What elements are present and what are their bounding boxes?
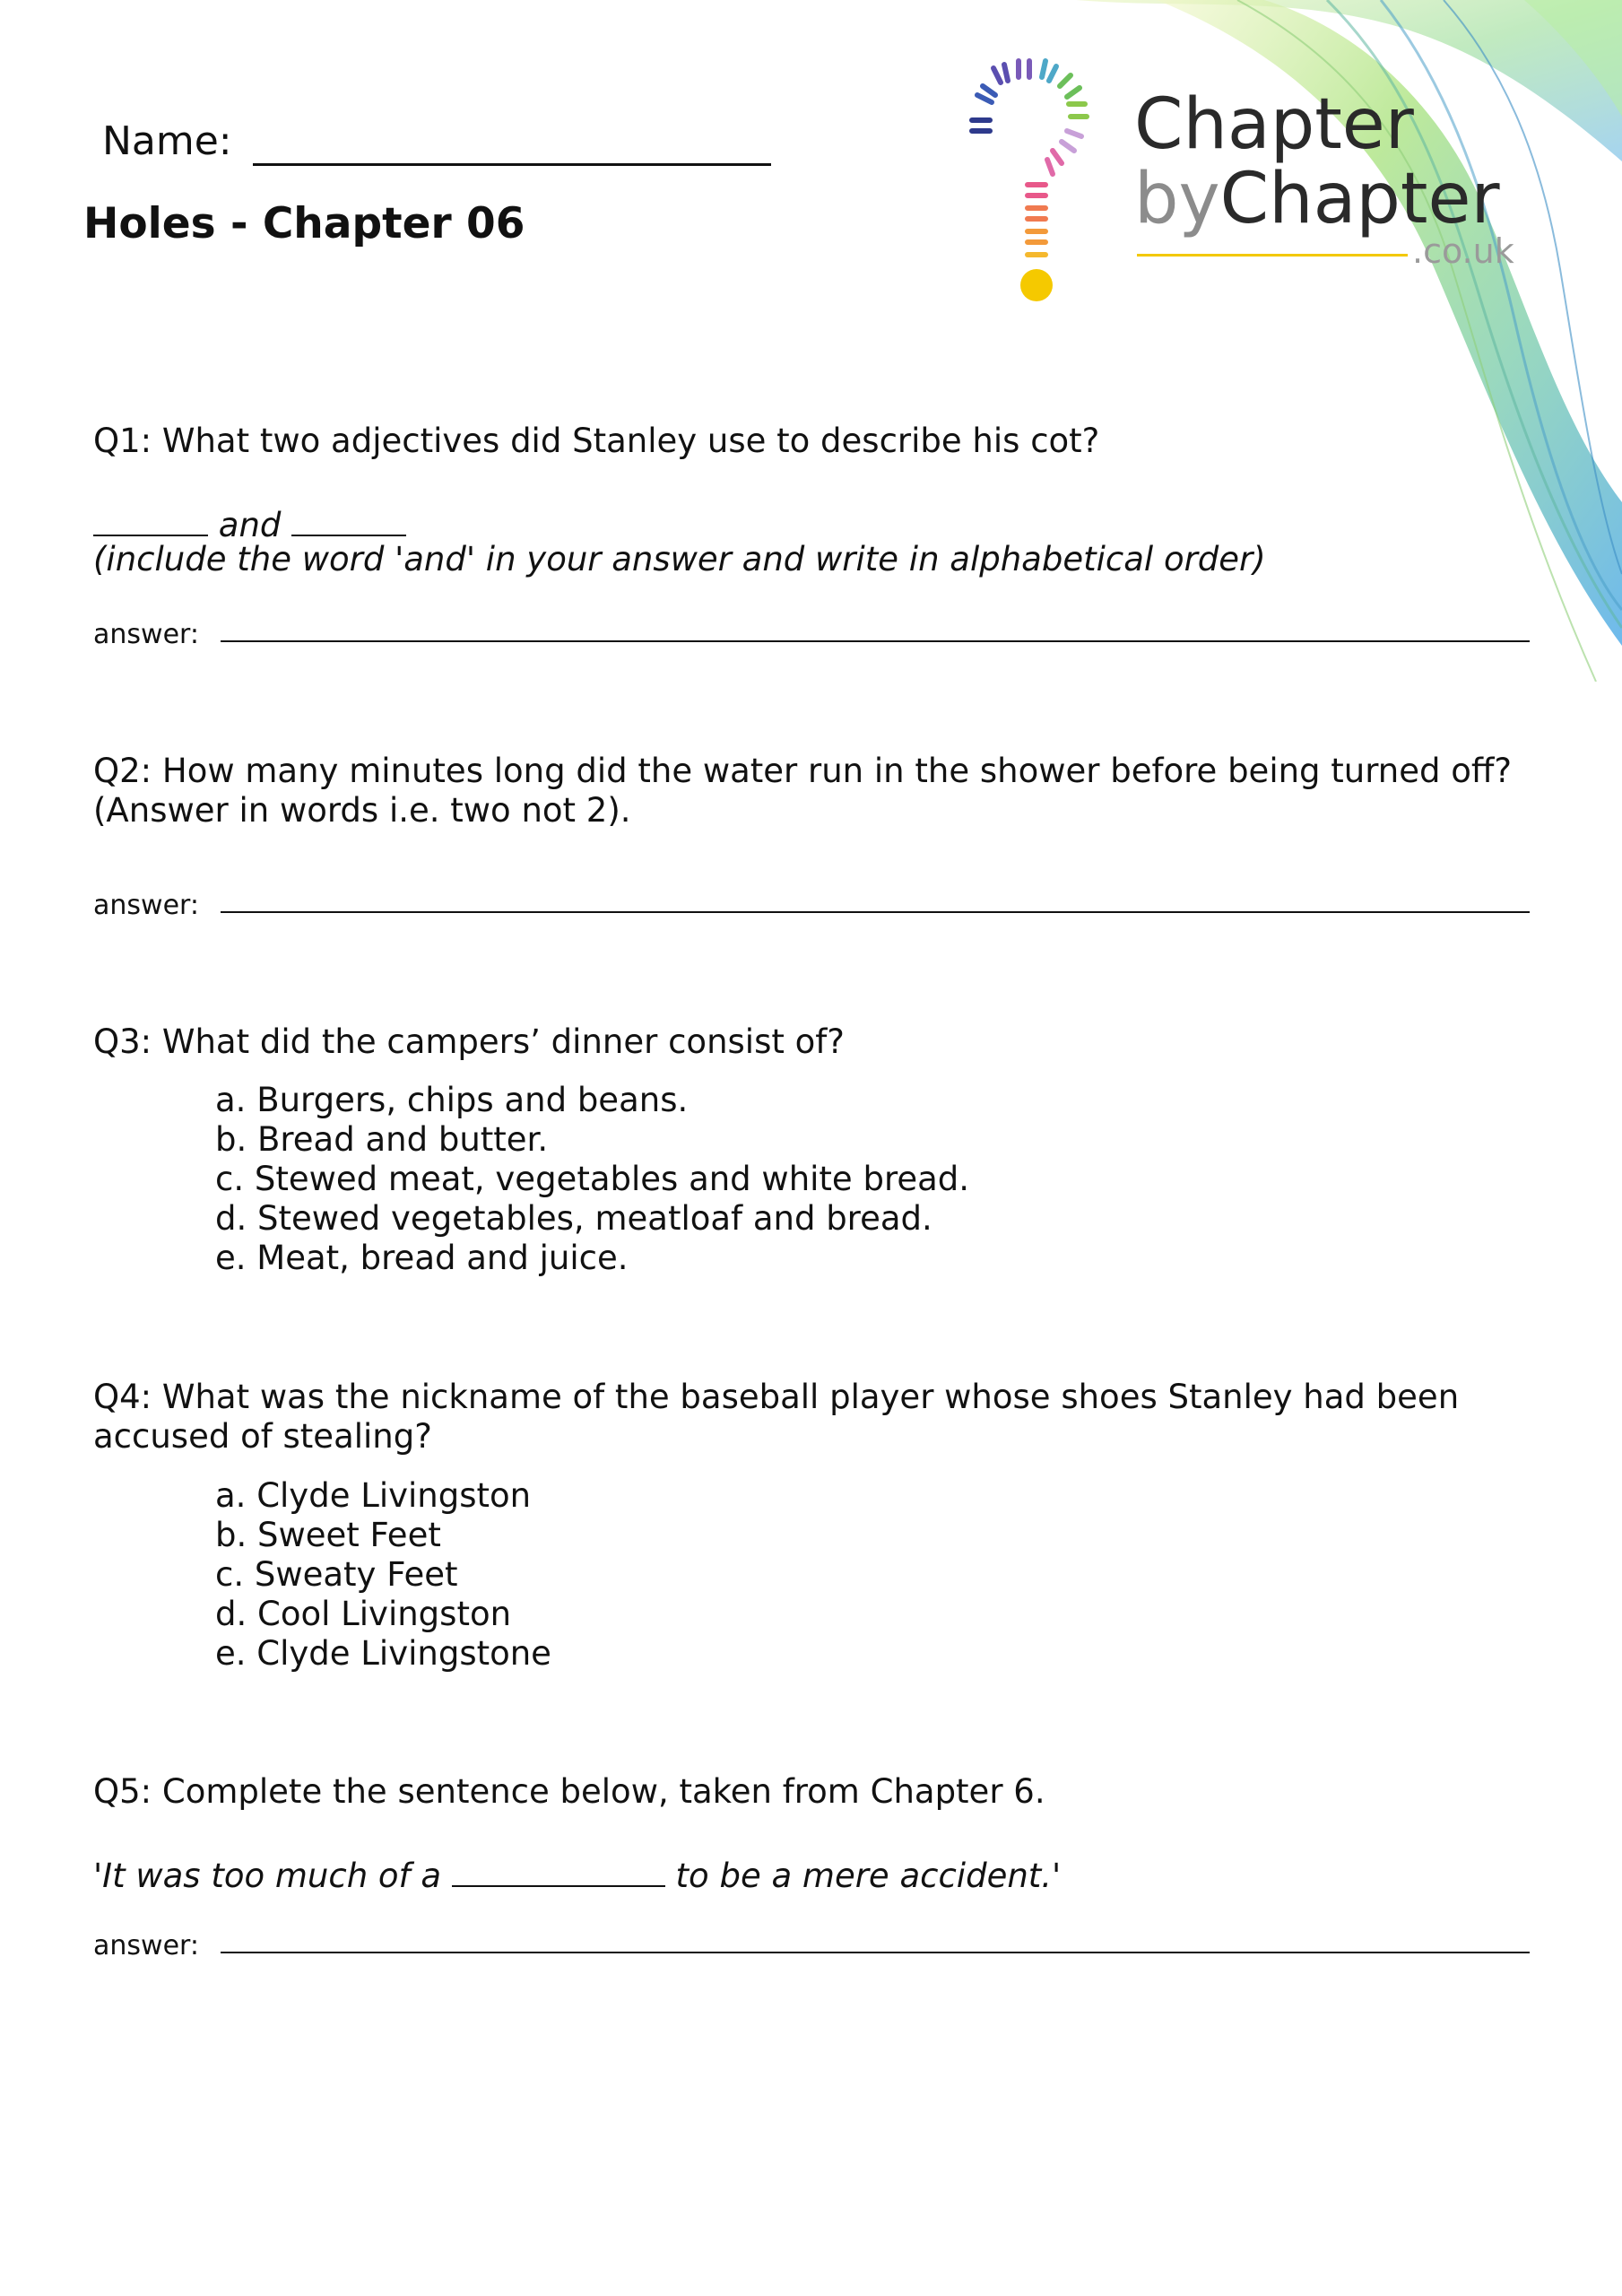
q4-option-c[interactable]: c. Sweaty Feet bbox=[215, 1555, 458, 1594]
logo-text-chapter-2: Chapter bbox=[1219, 159, 1500, 239]
q5-quote-before: 'It was too much of a bbox=[93, 1857, 442, 1895]
worksheet-title: Holes - Chapter 06 bbox=[83, 199, 525, 248]
q5-answer-label: answer: bbox=[93, 1930, 199, 1961]
name-field-line[interactable] bbox=[253, 163, 771, 166]
q4-text-line1: Q4: What was the nickname of the baseball player whose shoes Stanley had been bbox=[93, 1378, 1460, 1416]
q4-option-b[interactable]: b. Sweet Feet bbox=[215, 1516, 441, 1554]
q3-option-d[interactable]: d. Stewed vegetables, meatloaf and bread. bbox=[215, 1199, 932, 1238]
q2-answer-line[interactable] bbox=[221, 911, 1530, 913]
q1-blank-connector: and bbox=[218, 506, 282, 544]
q5-quote-after: to be a mere accident.' bbox=[675, 1857, 1062, 1895]
logo-text-chapter: Chapter bbox=[1134, 84, 1414, 165]
logo-text-by: by bbox=[1134, 159, 1220, 239]
q1-blanks bbox=[93, 502, 406, 545]
q5-quote-blank bbox=[452, 1853, 665, 1887]
q4-option-e[interactable]: e. Clyde Livingstone bbox=[215, 1634, 551, 1673]
name-label: Name: bbox=[102, 118, 232, 164]
logo-text-bychapter bbox=[1134, 159, 1500, 239]
q4-text-line2: accused of stealing? bbox=[93, 1417, 432, 1456]
q4-option-a[interactable]: a. Clyde Livingston bbox=[215, 1476, 532, 1515]
q1-instruction: (include the word 'and' in your answer and write in alphabetical order) bbox=[93, 540, 1266, 578]
q3-option-a[interactable]: a. Burgers, chips and beans. bbox=[215, 1081, 689, 1119]
logo-domain: .co.uk bbox=[1412, 231, 1514, 271]
q1-text: Q1: What two adjectives did Stanley use to describe his cot? bbox=[93, 422, 1100, 460]
q2-answer-label: answer: bbox=[93, 890, 199, 921]
q5-quote bbox=[93, 1853, 1061, 1896]
q1-answer-line[interactable] bbox=[221, 640, 1530, 642]
q3-option-e[interactable]: e. Meat, bread and juice. bbox=[215, 1239, 629, 1277]
q1-blank-1 bbox=[93, 502, 208, 536]
question-mark-books-logo-icon bbox=[959, 50, 1121, 310]
q2-text-line1: Q2: How many minutes long did the water run in the shower before being turned off? bbox=[93, 752, 1513, 790]
q1-blank-2 bbox=[291, 502, 406, 536]
q1-answer-label: answer: bbox=[93, 619, 199, 650]
logo-underline bbox=[1137, 254, 1408, 257]
q5-answer-line[interactable] bbox=[221, 1952, 1530, 1953]
q3-option-c[interactable]: c. Stewed meat, vegetables and white bread. bbox=[215, 1160, 970, 1198]
q3-option-b[interactable]: b. Bread and butter. bbox=[215, 1120, 549, 1159]
q5-text: Q5: Complete the sentence below, taken from Chapter 6. bbox=[93, 1772, 1045, 1811]
q2-text-line2: (Answer in words i.e. two not 2). bbox=[93, 791, 631, 830]
q3-text: Q3: What did the campers’ dinner consist of? bbox=[93, 1022, 845, 1061]
q4-option-d[interactable]: d. Cool Livingston bbox=[215, 1595, 512, 1633]
